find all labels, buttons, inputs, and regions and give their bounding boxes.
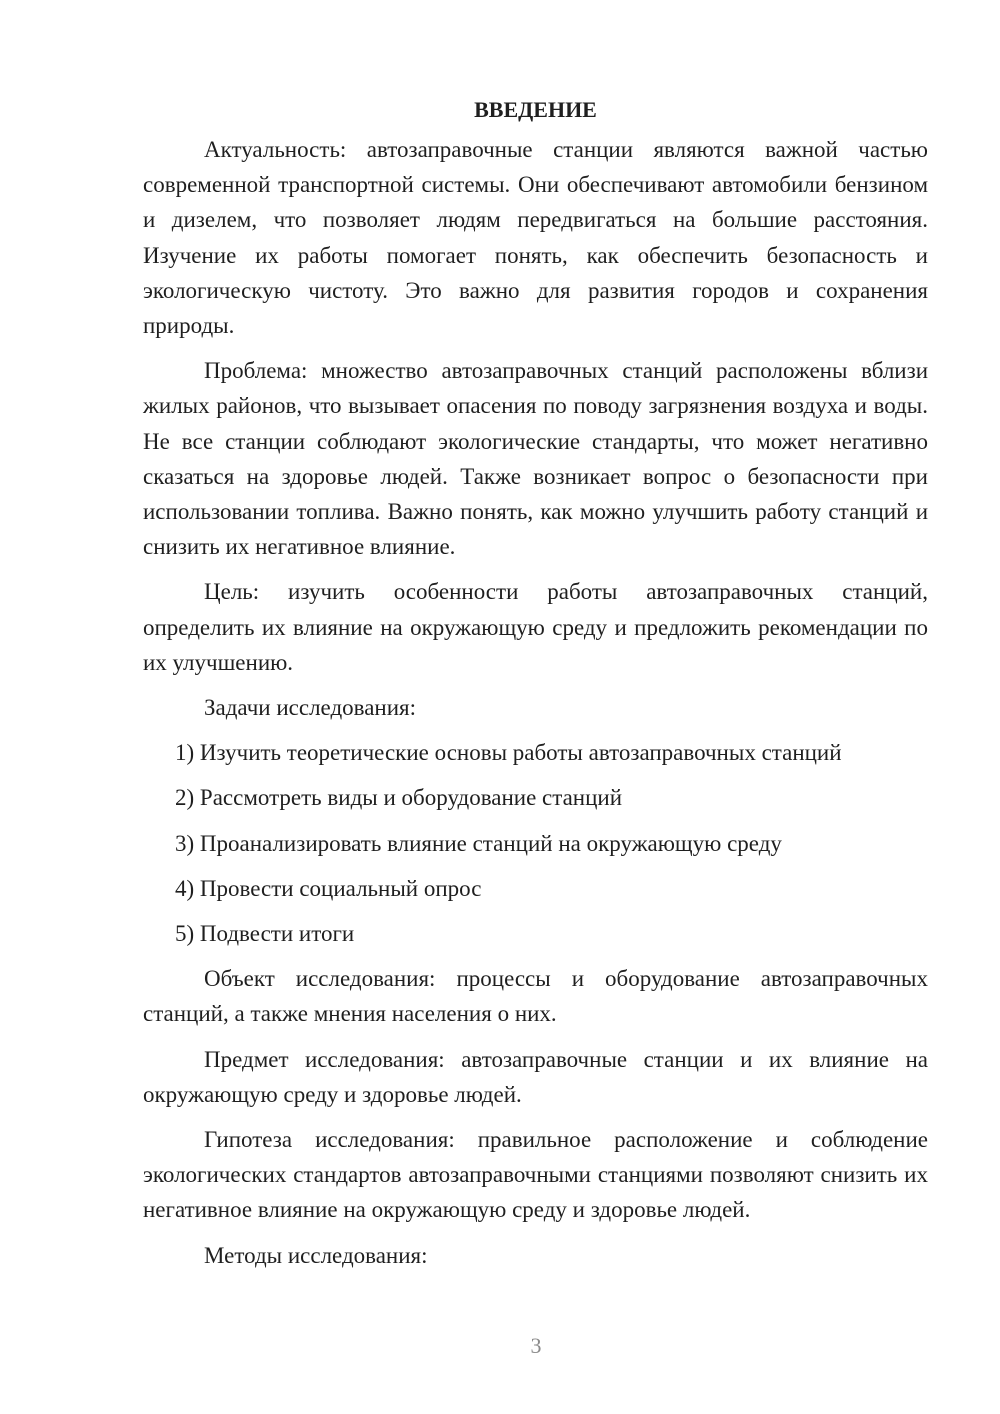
problem-paragraph: Проблема: множество автозаправочных станций расположены вблизи жилых районов, что вызывает опасения по поводу загрязнения воздуха и воды. Не все станции соблюдают экологические стандарты, что может негативно сказаться на здоровье людей. Также возникает вопрос о безопасности при использовании топлива. Важно понять, как можно улучшить работу станций и снизить их негативное влияние.	[143, 358, 928, 560]
task-item: 1) Изучить теоретические основы работы автозаправочных станций	[175, 740, 842, 766]
subject-paragraph: Предмет исследования: автозаправочные станции и их влияние на окружающую среду и здоровье людей.	[143, 1046, 928, 1107]
task-item: 5) Подвести итоги	[175, 921, 355, 947]
tasks-heading: Задачи исследования:	[204, 695, 417, 721]
object-paragraph: Объект исследования: процессы и оборудование автозаправочных станций, а также мнения населения о них.	[143, 966, 928, 1027]
task-item: 2) Рассмотреть виды и оборудование станций	[175, 785, 623, 811]
page-number: 3	[530, 1333, 542, 1358]
section-title: ВВЕДЕНИЕ	[474, 97, 597, 122]
tasks-list	[143, 735, 928, 951]
hypothesis-paragraph: Гипотеза исследования: правильное расположение и соблюдение экологических стандартов автозаправочными станциями позволяют снизить их негативное влияние на окружающую среду и здоровье людей.	[143, 1127, 928, 1223]
page-content	[143, 92, 928, 1283]
task-item: 3) Проанализировать влияние станций на окружающую среду	[175, 830, 782, 856]
task-item: 4) Провести социальный опрос	[175, 875, 482, 901]
methods-paragraph: Методы исследования:	[204, 1242, 428, 1268]
goal-paragraph: Цель: изучить особенности работы автозаправочных станций, определить их влияние на окружающую среду и предложить рекомендации по их улучшению.	[143, 579, 928, 675]
relevance-paragraph: Актуальность: автозаправочные станции являются важной частью современной транспортной системы. Они обеспечивают автомобили бензином и дизелем, что позволяет людям передвигаться на большие расстояния. Изучение их работы помогает понять, как обеспечить безопасность и экологическую чистоту. Это важно для развития городов и сохранения природы.	[143, 137, 928, 339]
